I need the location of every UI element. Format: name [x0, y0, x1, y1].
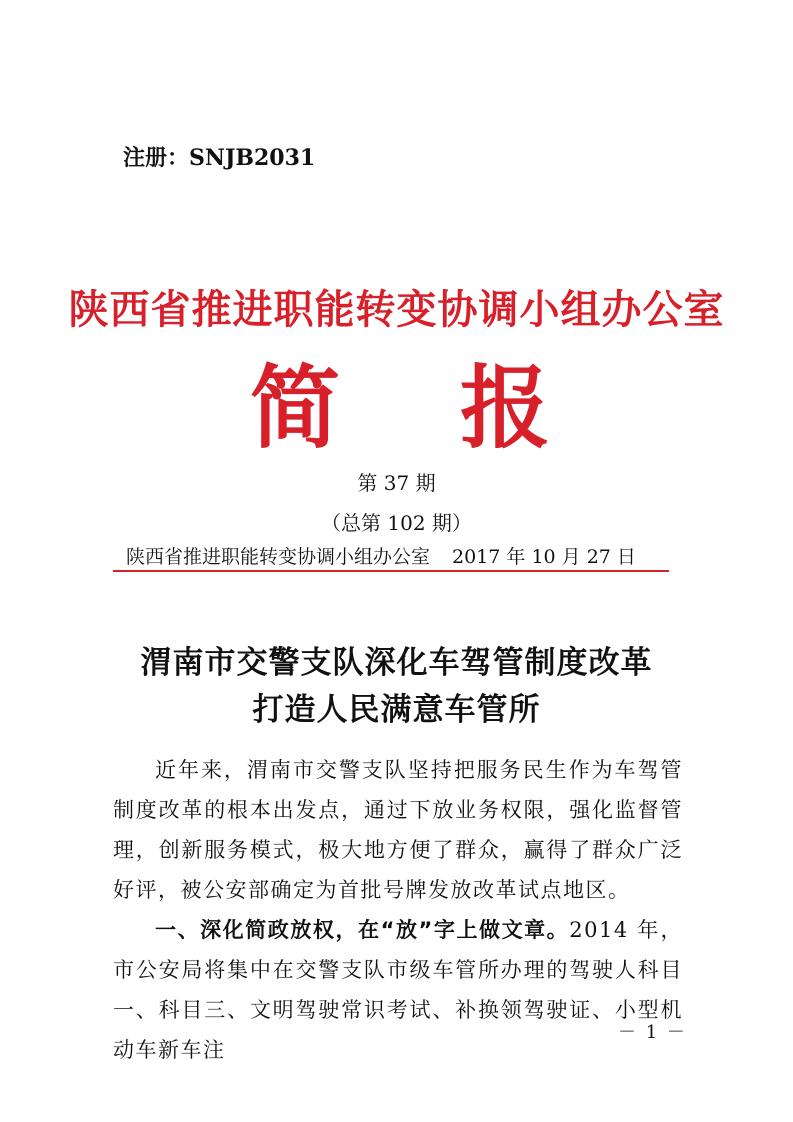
article-headline-line-2: 打造人民满意车管所	[252, 692, 541, 728]
bulletin-title-char-1: 简	[250, 355, 340, 461]
publisher-name: 陕西省推进职能转变协调小组办公室	[126, 546, 431, 568]
registration-number: 注册：SNJB2031	[123, 145, 316, 171]
total-issue-number: （总第 102 期）	[321, 511, 472, 535]
issuing-office-header: 陕西省推进职能转变协调小组办公室	[68, 287, 725, 333]
bulletin-title-char-2: 报	[460, 355, 550, 461]
paragraph-section-1	[113, 910, 683, 1070]
publish-date: 2017 年 10 月 27 日	[452, 546, 636, 568]
issue-number: 第 37 期	[357, 471, 436, 495]
article-body	[113, 750, 683, 1070]
page-number: － 1 －	[618, 1022, 687, 1043]
section-text: 2014 年，市公安局将集中在交警支队市级车管所办理的驾驶人科目一、科目三、文明驾驶常识考试、补换领驾驶证、小型机动车新车注	[113, 918, 683, 1062]
section-heading: 一、深化简政放权，在“放”字上做文章。	[155, 918, 570, 942]
paragraph-intro: 近年来，渭南市交警支队坚持把服务民生作为车驾管制度改革的根本出发点，通过下放业务权限，强化监督管理，创新服务模式，极大地方便了群众，赢得了群众广泛好评，被公安部确定为首批号牌发放改革试点地区。	[113, 758, 683, 902]
publisher-line	[126, 542, 666, 569]
header-divider	[113, 570, 669, 572]
article-headline-line-1: 渭南市交警支队深化车驾管制度改革	[140, 645, 653, 681]
